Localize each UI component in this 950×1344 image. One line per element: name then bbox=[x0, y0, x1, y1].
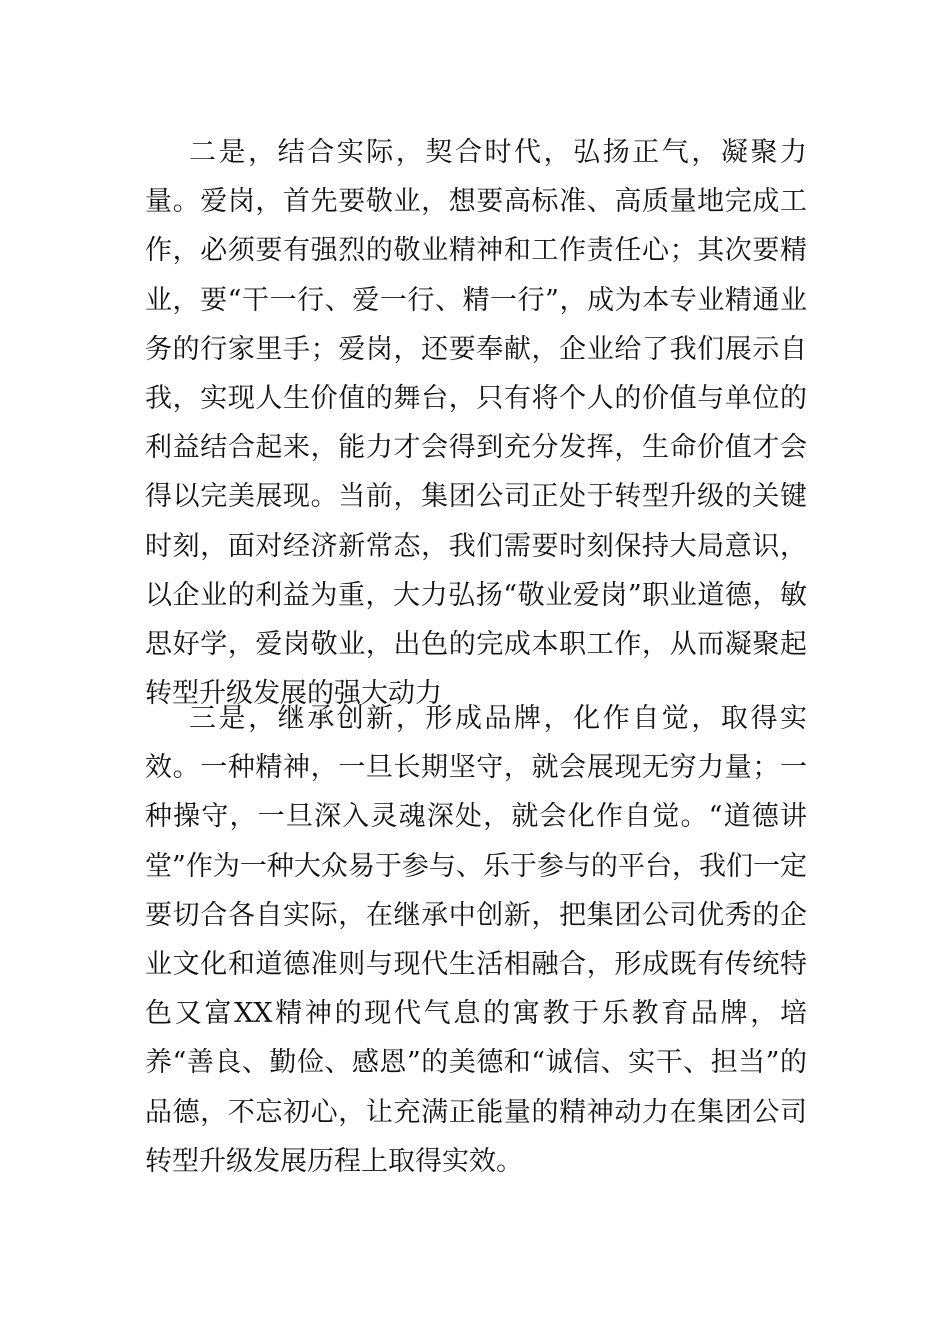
paragraph-third-point: 三是，继承创新，形成品牌，化作自觉，取得实效。一种精神，一旦长期坚守，就会展现无穷力量；一种操守，一旦深入灵魂深处，就会化作自觉。“道德讲堂”作为一种大众易于参与、乐于参与的平台，我们一定要切合各自实际，在继承中创新，把集团公司优秀的企业文化和道德准则与现代生活相融合，形成既有传统特色又富XX精神的现代气息的寓教于乐教育品牌，培养“善良、勤俭、感恩”的美德和“诚信、实干、担当”的品德，不忘初心，让充满正能量的精神动力在集团公司转型升级发展历程上取得实效。 bbox=[145, 703, 807, 1177]
paragraph-second-point: 二是，结合实际，契合时代，弘扬正气，凝聚力量。爱岗，首先要敬业，想要高标准、高质量地完成工作，必须要有强烈的敬业精神和工作责任心；其次要精业，要“干一行、爱一行、精一行”，成为本专业精通业务的行家里手；爱岗，还要奉献，企业给了我们展示自我，实现人生价值的舞台，只有将个人的价值与单位的利益结合起来，能力才会得到充分发挥，生命价值才会得以完美展现。当前，集团公司正处于转型升级的关键时刻，面对经济新常态，我们需要时刻保持大局意识，以企业的利益为重，大力弘扬“敬业爱岗”职业道德，敏思好学，爱岗敬业，出色的完成本职工作，从而凝聚起转型升级发展的强大动力 bbox=[145, 137, 807, 710]
